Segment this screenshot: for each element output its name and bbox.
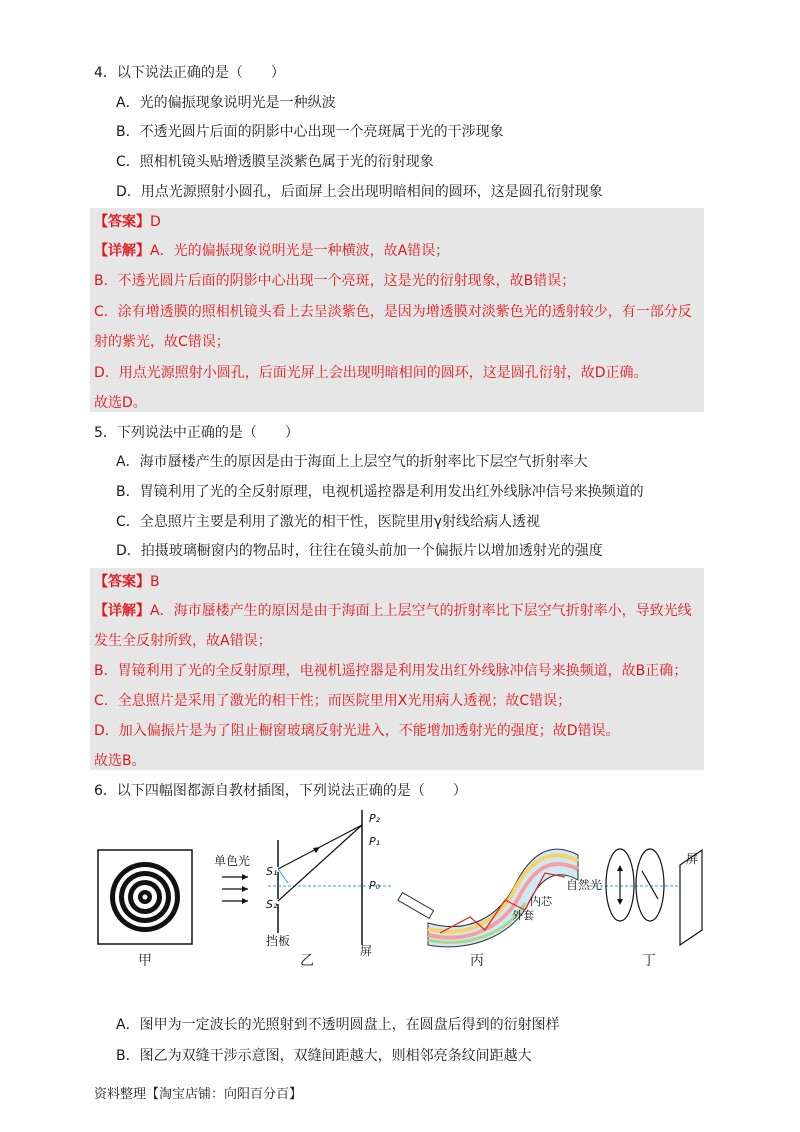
figure-yi	[214, 810, 392, 958]
q4-stem: 4．以下说法正确的是（ ）	[94, 65, 285, 81]
q4-detail-line: 射的紫光，故C错误；	[94, 334, 230, 350]
q5-option-a: A．海市蜃楼产生的原因是由于海面上上层空气的折射率比下层空气折射率大	[116, 454, 588, 470]
detail-tag: 【详解】	[94, 603, 150, 619]
label-baffle: 挡板	[266, 934, 291, 948]
label-cladding: 外套	[512, 909, 534, 922]
detail-tag: 【详解】	[94, 243, 150, 259]
q5-stem: 5．下列说法中正确的是（ ）	[94, 425, 299, 441]
footer: 资料整理【淘宝店铺：向阳百分百】	[94, 1087, 303, 1102]
q5-detail-line	[94, 601, 692, 621]
answer-value: D	[150, 214, 161, 230]
q6-figures	[0, 805, 800, 985]
figure-jia	[98, 850, 192, 944]
q6-option-a: A．图甲为一定波长的光照射到不透明圆盘上，在圆盘后得到的衍射图样	[116, 1017, 560, 1033]
label-p0: P₀	[369, 879, 381, 892]
q5-option-d: D．拍摄玻璃橱窗内的物品时，往往在镜头前加一个偏振片以增加透射光的强度	[116, 543, 603, 559]
q4-detail-line: C．涂有增透膜的照相机镜头看上去呈淡紫色，是因为增透膜对淡紫色光的透射较少，有一部分反	[94, 304, 692, 320]
answer-value: B	[150, 574, 160, 590]
q4-option-b: B．不透光圆片后面的阴影中心出现一个亮斑属于光的干涉现象	[116, 124, 504, 140]
label-screen: 屏	[360, 944, 373, 958]
label-p1: P₁	[369, 835, 381, 848]
label-mono-light: 单色光	[214, 854, 251, 868]
q5-detail-line: D．加入偏振片是为了阻止橱窗玻璃反射光进入，不能增加透射光的强度；故D错误。	[94, 723, 620, 739]
light-source	[398, 893, 434, 919]
q4-detail-line: 故选D。	[94, 395, 147, 411]
q4-detail-line	[94, 241, 449, 261]
detail-text: A．海市蜃楼产生的原因是由于海面上上层空气的折射率比下层空气折射率小，导致光线	[150, 603, 692, 619]
figure-label-ding: 丁	[642, 953, 656, 969]
q5-detail-line: C．全息照片是采用了激光的相干性；而医院里用X光用病人透视；故C错误；	[94, 693, 572, 709]
answer-tag: 【答案】	[94, 574, 150, 590]
q4-detail-line: B．不透光圆片后面的阴影中心出现一个亮斑，这是光的衍射现象，故B错误；	[94, 273, 576, 289]
q6-stem: 6．以下四幅图都源自教材插图，下列说法正确的是（ ）	[94, 783, 467, 799]
figure-bing	[398, 849, 578, 947]
label-core: 内芯	[530, 895, 552, 908]
answer-tag: 【答案】	[94, 214, 150, 230]
q5-answer	[94, 572, 160, 592]
label-natural-light: 自然光	[566, 878, 603, 892]
label-p2: P₂	[369, 812, 381, 825]
q6-option-b: B．图乙为双缝干涉示意图，双缝间距越大，则相邻亮条纹间距越大	[116, 1048, 532, 1064]
q4-option-c: C．照相机镜头贴增透膜呈淡紫色属于光的衍射现象	[116, 154, 434, 170]
label-s2: S₂	[266, 898, 278, 911]
figure-label-jia: 甲	[138, 953, 152, 969]
q5-option-b: B．胃镜利用了光的全反射原理，电视机遥控器是利用发出红外线脉冲信号来换频道的	[116, 484, 644, 500]
q4-detail-line: D．用点光源照射小圆孔，后面光屏上会出现明暗相间的圆环，这是圆孔衍射，故D正确。	[94, 365, 648, 381]
q5-detail-line: 发生全反射所致，故A错误；	[94, 633, 272, 649]
q5-detail-line: B．胃镜利用了光的全反射原理，电视机遥控器是利用发出红外线脉冲信号来换频道，故B正确；	[94, 663, 688, 679]
label-s1: S₁	[266, 865, 278, 878]
figure-ding	[566, 849, 702, 945]
figure-label-yi: 乙	[300, 953, 314, 969]
q4-option-a: A．光的偏振现象说明光是一种纵波	[116, 95, 336, 111]
figure-label-bing: 丙	[470, 953, 484, 969]
detail-text: A．光的偏振现象说明光是一种横波，故A错误；	[150, 243, 450, 259]
q4-answer	[94, 212, 161, 232]
q5-option-c: C．全息照片主要是利用了激光的相干性，医院里用γ射线给病人透视	[116, 514, 541, 530]
q5-detail-line: 故选B。	[94, 753, 146, 769]
q4-option-d: D．用点光源照射小圆孔，后面屏上会出现明暗相间的圆环，这是圆孔衍射现象	[116, 184, 603, 200]
label-screen: 屏	[686, 852, 699, 866]
